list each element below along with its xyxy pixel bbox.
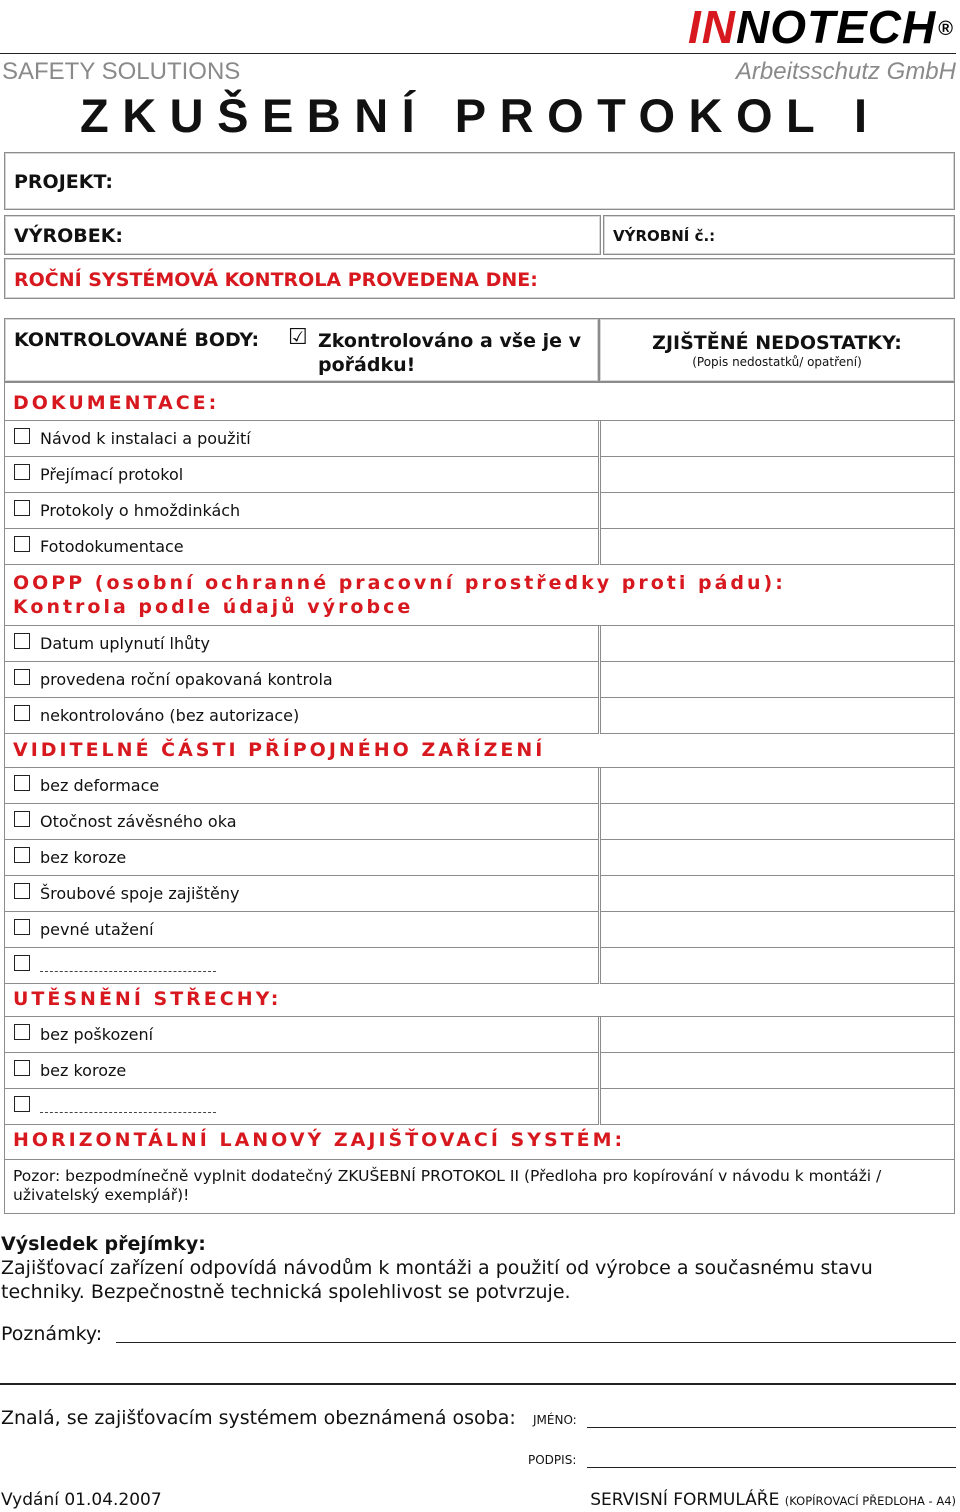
- checkbox[interactable]: [14, 633, 30, 649]
- checkbox[interactable]: [14, 1096, 30, 1112]
- kontrolovane-body-label: KONTROLOVANÉ BODY:: [14, 329, 260, 351]
- defect-cell[interactable]: [600, 876, 955, 912]
- page-title: ZKUŠEBNÍ PROTOKOL I: [80, 89, 881, 142]
- checkbox[interactable]: [14, 1060, 30, 1076]
- poznamky-label: Poznámky:: [1, 1323, 103, 1345]
- defect-cell[interactable]: [600, 698, 955, 734]
- defect-cell[interactable]: [600, 662, 955, 698]
- checkbox[interactable]: [14, 428, 30, 444]
- utesneni-title: UTĚSNĚNÍ STŘECHY:: [13, 988, 282, 1010]
- horizontalni-note-line2: uživatelský exemplář)!: [13, 1186, 190, 1204]
- jmeno-label: JMÉNO:: [533, 1413, 577, 1427]
- result-line1: Zajišťovací zařízení odpovídá návodům k montáži a použití od výrobce a současnému stavu: [1, 1257, 873, 1279]
- tagline-left: SAFETY SOLUTIONS: [2, 58, 241, 85]
- znala-osoba-label: Znalá, se zajišťovacím systémem obeznámená osoba:: [1, 1407, 516, 1429]
- tagline-right: Arbeitsschutz GmbH: [735, 58, 956, 85]
- checkbox[interactable]: [14, 705, 30, 721]
- projekt-label: PROJEKT:: [14, 171, 113, 193]
- poznamky-line[interactable]: [116, 1342, 956, 1343]
- checkbox[interactable]: [14, 500, 30, 516]
- checkbox[interactable]: [14, 811, 30, 827]
- zkontrolovano-text: Zkontrolováno a vše je v pořádku!: [318, 330, 581, 376]
- result-title: Výsledek přejímky:: [1, 1233, 206, 1255]
- blank-fill-line[interactable]: [40, 971, 216, 972]
- checkbox[interactable]: [14, 883, 30, 899]
- footer-vydani: Vydání 01.04.2007: [1, 1490, 162, 1510]
- checkbox[interactable]: [14, 847, 30, 863]
- checkbox[interactable]: [14, 536, 30, 552]
- oopp-title-line1: OOPP (osobní ochranné pracovní prostředky proti pádu):: [13, 572, 786, 594]
- checkbox[interactable]: [14, 464, 30, 480]
- checked-box-icon: ☑: [288, 325, 308, 350]
- rocni-kontrola-label: ROČNÍ SYSTÉMOVÁ KONTROLA PROVEDENA DNE:: [14, 269, 538, 291]
- horizontalni-note-line1: Pozor: bezpodmínečně vyplnit dodatečný ZKUŠEBNÍ PROTOKOL II (Předloha pro kopírování v návodu k montáži /: [13, 1167, 882, 1185]
- horizontalni-title: HORIZONTÁLNÍ LANOVÝ ZAJIŠŤOVACÍ SYSTÉM:: [13, 1129, 626, 1151]
- footer-servisni: SERVISNÍ FORMULÁŘE (KOPÍROVACÍ PŘEDLOHA - A4): [590, 1490, 956, 1510]
- footer-servisni-small: (KOPÍROVACÍ PŘEDLOHA - A4): [784, 1494, 956, 1508]
- defect-cell[interactable]: [600, 493, 955, 529]
- defect-cell[interactable]: [600, 912, 955, 948]
- rocni-kontrola-field[interactable]: [4, 258, 955, 299]
- defect-cell[interactable]: [600, 768, 955, 804]
- vyrobek-label: VÝROBEK:: [14, 225, 124, 247]
- defect-cell[interactable]: [600, 529, 955, 565]
- checkbox[interactable]: [14, 919, 30, 935]
- projekt-field[interactable]: [4, 152, 955, 210]
- zjistene-nedostatky-header: [599, 318, 955, 382]
- defect-cell[interactable]: [600, 1053, 955, 1089]
- zjistene-subtitle: (Popis nedostatků/ opatření): [692, 355, 862, 369]
- defect-cell[interactable]: [600, 804, 955, 840]
- defect-cell[interactable]: [600, 1017, 955, 1053]
- result-line2: techniky. Bezpečnostně technická spolehlivost se potvrzuje.: [1, 1281, 571, 1303]
- brand-logo: INNOTECH ®: [688, 1, 954, 53]
- checkbox[interactable]: [14, 669, 30, 685]
- zjistene-title: ZJIŠTĚNÉ NEDOSTATKY:: [652, 332, 902, 354]
- dokumentace-title: DOKUMENTACE:: [13, 392, 220, 414]
- vyrobni-cislo-label: VÝROBNÍ č.:: [613, 227, 716, 245]
- vyrobek-field[interactable]: [4, 215, 601, 255]
- checkbox[interactable]: [14, 775, 30, 791]
- viditelne-title: VIDITELNÉ ČÁSTI PŘÍPOJNÉHO ZAŘÍZENÍ: [13, 739, 546, 761]
- defect-cell[interactable]: [600, 840, 955, 876]
- defect-cell[interactable]: [600, 457, 955, 493]
- kontrolovane-body-header: [4, 318, 599, 382]
- podpis-line[interactable]: [587, 1467, 956, 1468]
- blank-fill-line[interactable]: [40, 1112, 216, 1113]
- defect-cell[interactable]: [600, 1089, 955, 1125]
- jmeno-line[interactable]: [587, 1427, 956, 1428]
- defect-cell[interactable]: [600, 626, 955, 662]
- podpis-label: PODPIS:: [528, 1453, 577, 1467]
- checkbox[interactable]: [14, 1024, 30, 1040]
- defect-cell[interactable]: [600, 948, 955, 984]
- header-divider: [0, 53, 956, 54]
- oopp-title-line2: Kontrola podle údajů výrobce: [13, 596, 414, 618]
- poznamky-line-2[interactable]: [0, 1383, 956, 1385]
- checkbox[interactable]: [14, 955, 30, 971]
- defect-cell[interactable]: [600, 421, 955, 457]
- vyrobni-cislo-field[interactable]: [603, 215, 955, 255]
